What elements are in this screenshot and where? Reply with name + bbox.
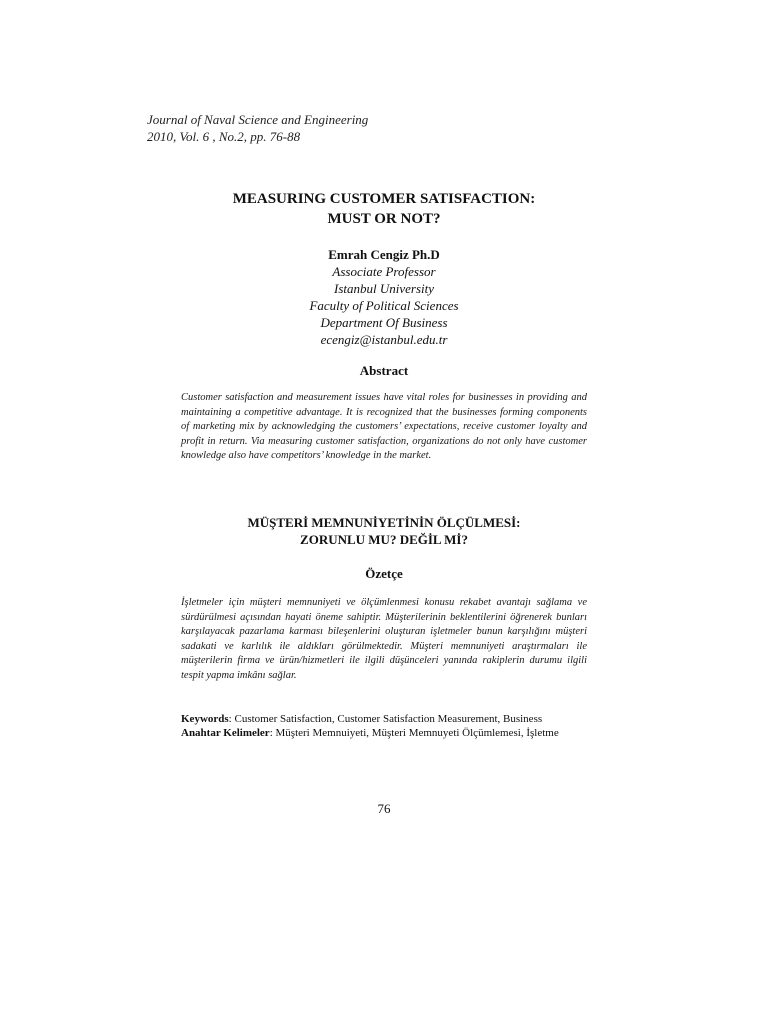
author-department: Department Of Business <box>320 315 448 330</box>
author-university: Istanbul University <box>333 281 434 296</box>
abstract-text: Customer satisfaction and measurement issues have vital roles for businesses in providing and maintaining a competitive advantage. It is recognized that the businesses forming components of marketing mix by acknowledging the customers’ expectations, receive customer loyalty and profit in return. Via measuring customer satisfaction, organizations do not only have customer knowledge also have competitors’ knowledge in the market. <box>181 392 587 461</box>
turkish-title <box>0 514 768 548</box>
tr-keywords-label: Anahtar Kelimeler <box>181 727 270 739</box>
author-email: ecengiz@istanbul.edu.tr <box>320 332 448 347</box>
author-block <box>0 246 768 348</box>
journal-header <box>147 111 368 145</box>
ozetce-text: İşletmeler için müşteri memnuniyeti ve ölçümlenmesi konusu rekabet avantajı sağlama ve sürdürülmesi açısından hayati öneme sahiptir. Müşterilerinin beklentilerini öğrenerek bunları karşılayacak pazarlama karması bileşenlerini oluşturan işletmeler bunun karşılığını müşteri sadakati ve karlılık ile aldıkları görülmektedir. Müşteri memnuniyeti araştırmaları ile müşterilerin firma ve ürün/hizmetleri ile ilgili düşünceleri yanında rakiplerin durumu ilgili tespit yapma imkânı sağlar. <box>181 597 587 681</box>
keywords-label: Keywords <box>181 713 229 725</box>
journal-name: Journal of Naval Science and Engineering <box>147 112 369 127</box>
ozetce-heading: Özetçe <box>365 566 403 581</box>
paper-title <box>0 189 768 229</box>
tr-keywords-line <box>181 726 587 740</box>
turkish-title-line-2: ZORUNLU MU? DEĞİL Mİ? <box>300 532 468 547</box>
title-line-2: MUST OR NOT? <box>327 211 441 227</box>
keywords-block <box>181 712 587 740</box>
author-faculty: Faculty of Political Sciences <box>309 298 459 313</box>
keywords-line <box>181 712 587 726</box>
abstract-heading: Abstract <box>359 363 409 378</box>
title-line-1: MEASURING CUSTOMER SATISFACTION: <box>232 191 536 207</box>
page-number: 76 <box>377 801 391 816</box>
turkish-title-line-1: MÜŞTERİ MEMNUNİYETİNİN ÖLÇÜLMESİ: <box>247 515 521 530</box>
journal-volume: 2010, Vol. 6 , No.2, pp. 76-88 <box>147 129 301 144</box>
author-position: Associate Professor <box>332 264 436 279</box>
tr-keywords-text: : Müşteri Memnuiyeti, Müşteri Memnuyeti Ölçümlemesi, İşletme <box>269 727 559 739</box>
author-name: Emrah Cengiz Ph.D <box>328 247 440 262</box>
keywords-text: : Customer Satisfaction, Customer Satisfaction Measurement, Business <box>228 713 543 725</box>
